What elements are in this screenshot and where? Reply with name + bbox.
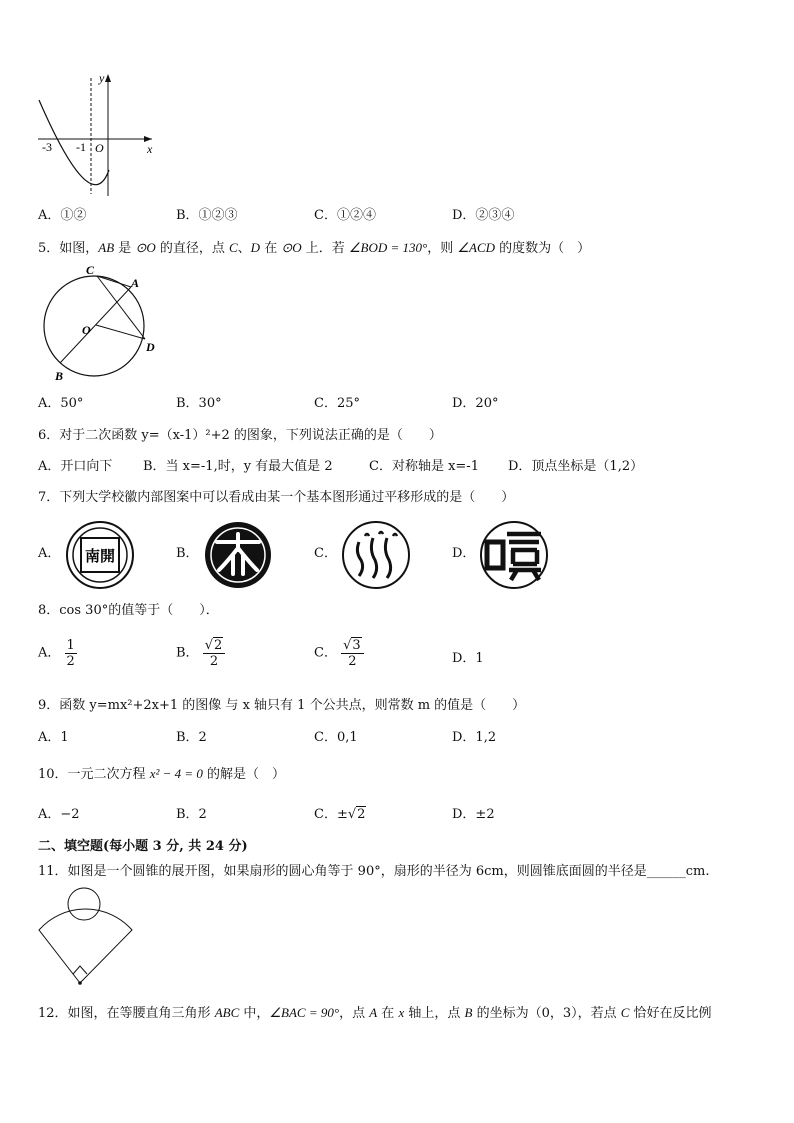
q5-question: 5．如图，AB 是 ⊙O 的直径，点 C、D 在 ⊙O 上．若 ∠BOD = 130°，则 ∠ACD 的度数为（ ） bbox=[38, 240, 591, 256]
q7-emblem-c bbox=[341, 520, 411, 590]
q10-option-c[interactable]: C．±√2 bbox=[314, 807, 366, 822]
q7-option-c[interactable]: C． bbox=[314, 546, 337, 561]
q4-tick-neg1: -1 bbox=[76, 140, 86, 154]
q6-option-c[interactable]: C．对称轴是 x=-1 bbox=[369, 459, 479, 474]
q6-question: 6．对于二次函数 y=（x-1）²+2 的图象，下列说法正确的是（ ） bbox=[38, 428, 442, 443]
q7-question: 7．下列大学校徽内部图案中可以看成由某一个基本图形通过平移形成的是（ ） bbox=[38, 490, 515, 505]
q4-option-a[interactable]: A．①② bbox=[38, 208, 87, 223]
q4-tick-neg3: -3 bbox=[42, 140, 52, 154]
q7-emblem-a-text: 南開 bbox=[84, 549, 116, 565]
q7-emblem-b bbox=[203, 520, 273, 590]
q9-question: 9．函数 y=mx²+2x+1 的图像 与 x 轴只有 1 个公共点，则常数 m 的值是（ ） bbox=[38, 698, 526, 713]
q5-label-a: A bbox=[131, 276, 140, 290]
section-heading-fill-blank: 二、填空题(每小题 3 分, 共 24 分) bbox=[38, 839, 248, 854]
q5-circle-figure bbox=[38, 262, 168, 387]
q5-label-b: B bbox=[55, 369, 64, 383]
q8-option-a[interactable]: A． $\frac{1}{2}$ bbox=[38, 638, 75, 669]
q6-option-b[interactable]: B．当 x=-1,时，y 有最大值是 2 bbox=[143, 459, 333, 474]
q5-label-d: D bbox=[146, 340, 155, 354]
q6-option-d[interactable]: D．顶点坐标是（1,2） bbox=[508, 459, 644, 474]
q6-option-a[interactable]: A．开口向下 bbox=[38, 459, 113, 474]
q10-question: 10．一元二次方程 x² − 4 = 0 的解是（ ） bbox=[38, 766, 286, 782]
q10-option-b[interactable]: B．2 bbox=[176, 807, 207, 822]
q4-x-label: x bbox=[147, 142, 153, 156]
q5-option-a[interactable]: A．50° bbox=[38, 396, 84, 411]
q7-emblem-a bbox=[65, 520, 135, 590]
q7-option-d[interactable]: D． bbox=[452, 546, 476, 561]
q8-option-d[interactable]: D．1 bbox=[452, 651, 484, 666]
q11-cone-net-figure bbox=[36, 886, 136, 990]
q9-option-c[interactable]: C．0,1 bbox=[314, 730, 358, 745]
q7-emblem-d bbox=[479, 520, 549, 590]
q5-option-d[interactable]: D．20° bbox=[452, 396, 499, 411]
q7-option-a[interactable]: A． bbox=[38, 546, 61, 561]
q4-option-b[interactable]: B．①②③ bbox=[176, 208, 238, 223]
q4-option-d[interactable]: D．②③④ bbox=[452, 208, 515, 223]
q8-question: 8．cos 30°的值等于（ ）． bbox=[38, 603, 219, 618]
q4-graph bbox=[34, 70, 164, 200]
q12-question: 12．如图，在等腰直角三角形 ABC 中，∠BAC = 90°，点 A 在 x 轴上，点 B 的坐标为（0，3），若点 C 恰好在反比例 bbox=[38, 1005, 712, 1021]
q10-option-d[interactable]: D．±2 bbox=[452, 807, 495, 822]
q9-option-a[interactable]: A．1 bbox=[38, 730, 69, 745]
q8-c-fraction: $\frac{√3}{2}$ bbox=[341, 638, 364, 669]
q10-option-a[interactable]: A．−2 bbox=[38, 807, 80, 822]
q5-label-o: O bbox=[82, 323, 91, 337]
q4-y-label: y bbox=[99, 71, 105, 85]
q5-label-c: C bbox=[86, 263, 95, 277]
q8-a-fraction: $\frac{1}{2}$ bbox=[66, 638, 75, 669]
q8-b-fraction: $\frac{√2}{2}$ bbox=[203, 638, 226, 669]
q5-option-c[interactable]: C．25° bbox=[314, 396, 360, 411]
q5-option-b[interactable]: B．30° bbox=[176, 396, 222, 411]
q4-option-c[interactable]: C．①②④ bbox=[314, 208, 376, 223]
q9-option-d[interactable]: D．1,2 bbox=[452, 730, 497, 745]
q9-option-b[interactable]: B．2 bbox=[176, 730, 207, 745]
q8-option-b[interactable]: B． $\frac{√2}{2}$ bbox=[176, 638, 225, 669]
q11-question: 11．如图是一个圆锥的展开图，如果扇形的圆心角等于 90°，扇形的半径为 6cm，则圆锥底面圆的半径是______cm. bbox=[38, 864, 710, 879]
q7-option-b[interactable]: B． bbox=[176, 546, 199, 561]
q8-option-c[interactable]: C． $\frac{√3}{2}$ bbox=[314, 638, 364, 669]
q4-origin-label: O bbox=[95, 141, 104, 155]
